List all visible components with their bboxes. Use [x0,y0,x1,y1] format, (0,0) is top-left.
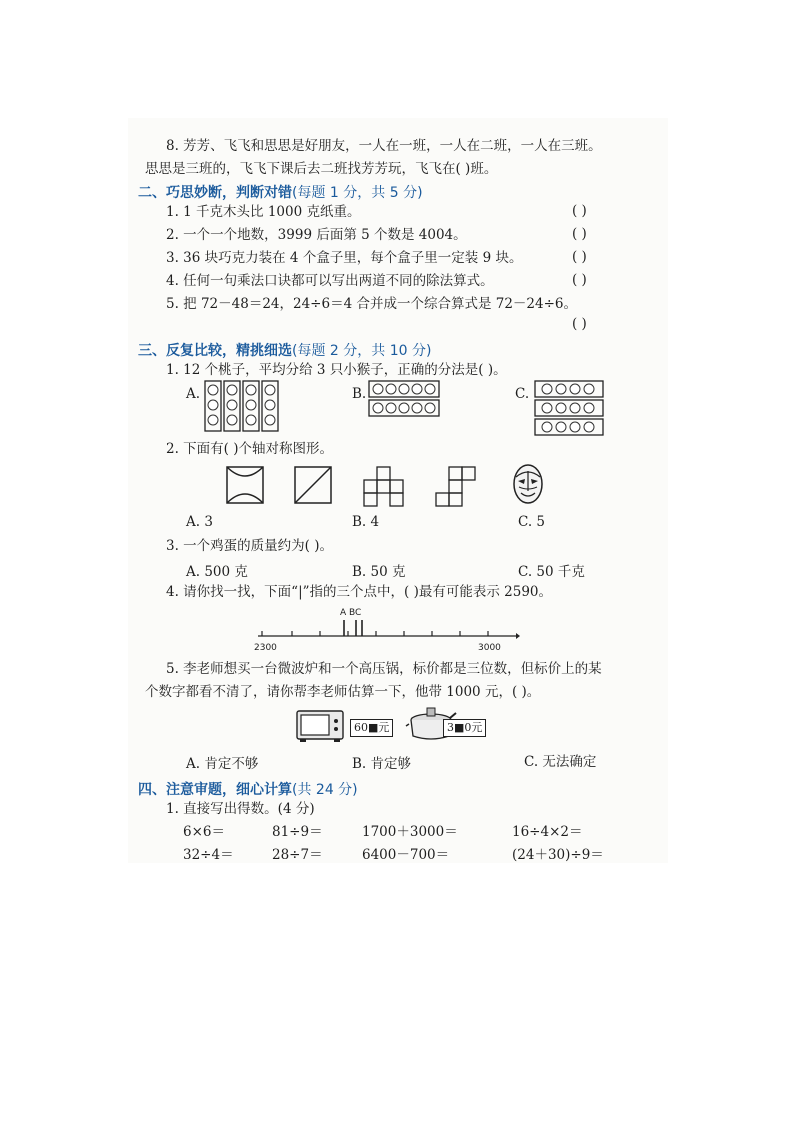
s2-answer3[interactable]: ( ) [572,249,587,265]
s3-q1-option-a[interactable]: A. [186,386,201,402]
s2-answer1[interactable]: ( ) [572,203,587,219]
peach-groups-a-icon [204,380,278,432]
section2-points: (每题 1 分，共 5 分) [292,185,423,201]
s2-item2: 2. 一个一个地数，3999 后面第 5 个数是 4004。 [166,227,467,243]
calc-item: 81÷9＝ [272,824,323,840]
s3-q5-line2: 个数字都看不清了，请你帮李老师估算一下，他带 1000 元，( )。 [145,684,541,700]
number-line-point-labels: A BC [340,608,362,618]
parallelogram-shape-icon [294,466,332,504]
peach-groups-c-icon [534,380,606,438]
q8-line1: 8. 芳芳、飞飞和思思是好朋友，一人在一班，一人在二班，一人在三班。 [166,138,602,154]
s2-item5: 5. 把 72－48＝24，24÷6＝4 合并成一个综合算式是 72－24÷6。 [166,296,578,312]
section3-points: (每题 2 分，共 10 分) [292,343,432,359]
s3-q3-option-a[interactable]: A. 500 克 [186,564,248,580]
microwave-icon [296,709,346,743]
section2-heading [138,182,423,202]
section4-points: (共 24 分) [292,782,358,798]
section4-title: 四、注意审题，细心计算 [138,782,292,798]
s2-answer2[interactable]: ( ) [572,226,587,242]
s3-q1-option-c[interactable]: C. [515,386,530,402]
s3-q5-option-b[interactable]: B. 肯定够 [352,756,412,772]
zigzag-blocks-shape-icon [436,466,476,506]
s2-answer4[interactable]: ( ) [572,272,587,288]
peach-groups-b-icon [368,380,440,432]
cooker-price-tag: 3■0元 [443,719,486,737]
s4-q1-text: 1. 直接写出得数。(4 分) [166,801,315,817]
q8-line2: 思思是三班的，飞飞下课后去二班找芳芳玩，飞飞在( )班。 [145,161,498,177]
section3-title: 三、反复比较，精挑细选 [138,343,292,359]
calc-item: (24＋30)÷9＝ [512,847,604,863]
cross-blocks-shape-icon [364,466,404,506]
s3-q4-text: 4. 请你找一找，下面“|”指的三个点中，( )最有可能表示 2590。 [166,584,552,600]
number-line-end-label: 3000 [478,643,501,653]
s3-q2-option-a[interactable]: A. 3 [186,514,213,530]
s3-q5-option-a[interactable]: A. 肯定不够 [186,756,259,772]
hourglass-circle-shape-icon [226,466,264,504]
s3-q3-option-b[interactable]: B. 50 克 [352,564,406,580]
calc-item: 16÷4×2＝ [512,824,583,840]
opera-mask-icon [512,463,544,505]
s2-item4: 4. 任何一句乘法口诀都可以写出两道不同的除法算式。 [166,273,494,289]
s3-q1-option-b[interactable]: B. [352,386,367,402]
s2-answer5[interactable]: ( ) [572,316,587,332]
microwave-price-tag: 60■元 [350,719,393,737]
calc-item: 28÷7＝ [272,847,323,863]
calc-item: 1700＋3000＝ [362,824,458,840]
s3-q2-text: 2. 下面有( )个轴对称图形。 [166,441,333,457]
calc-item: 6×6＝ [183,824,225,840]
s3-q5-line1: 5. 李老师想买一台微波炉和一个高压锅，标价都是三位数，但标价上的某 [166,661,602,677]
s3-q5-option-c[interactable]: C. 无法确定 [524,754,597,770]
s3-q3-option-c[interactable]: C. 50 千克 [518,564,585,580]
s3-q1-text: 1. 12 个桃子，平均分给 3 只小猴子，正确的分法是( )。 [166,362,507,378]
s3-q2-option-b[interactable]: B. 4 [352,514,380,530]
s3-q2-option-c[interactable]: C. 5 [518,514,546,530]
calc-item: 6400－700＝ [362,847,450,863]
section4-heading [138,779,358,799]
section3-heading [138,340,431,360]
s2-item1: 1. 1 千克木头比 1000 克纸重。 [166,204,361,220]
section2-title: 二、巧思妙断，判断对错 [138,185,292,201]
calc-item: 32÷4＝ [183,847,234,863]
s2-item3: 3. 36 块巧克力装在 4 个盒子里，每个盒子里一定装 9 块。 [166,250,523,266]
number-line-start-label: 2300 [254,643,277,653]
s3-q3-text: 3. 一个鸡蛋的质量约为( )。 [166,538,333,554]
